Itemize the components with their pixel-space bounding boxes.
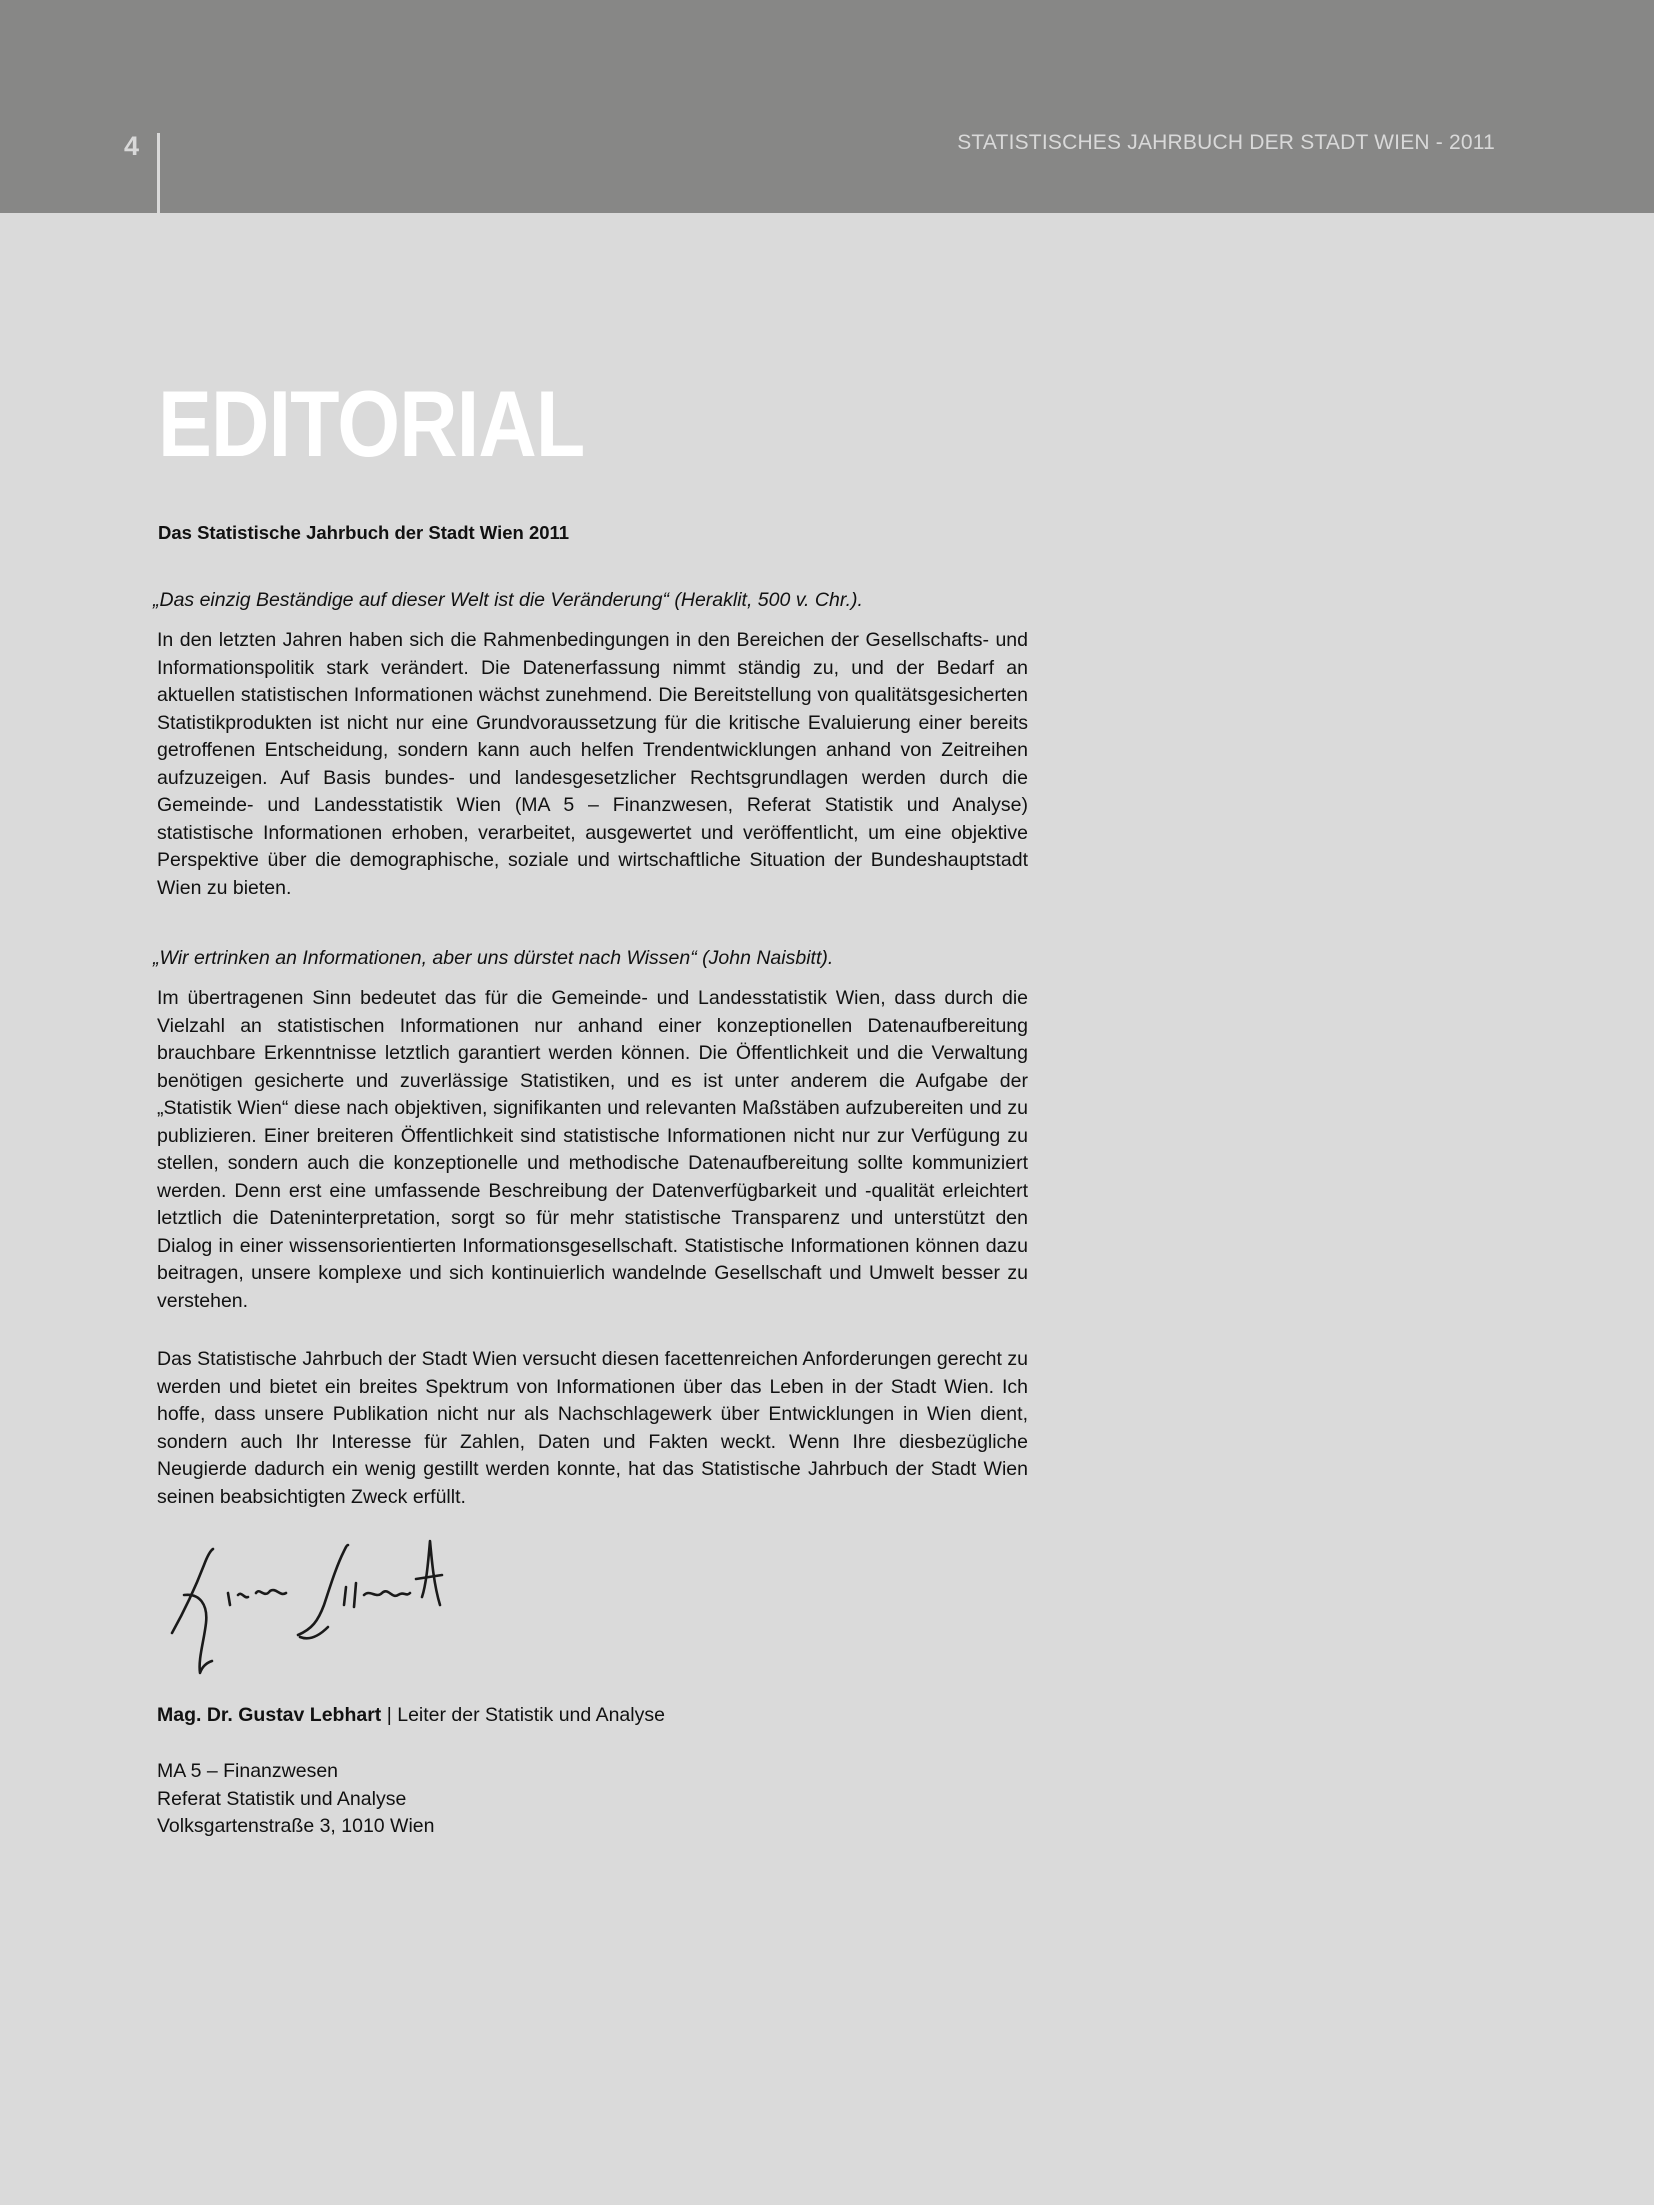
author-separator: | (381, 1704, 398, 1726)
header-band (0, 0, 1654, 213)
quote-naisbitt: „Wir ertrinken an Informationen, aber uns dürstet nach Wissen“ (John Naisbitt). (153, 947, 834, 969)
author-name: Mag. Dr. Gustav Lebhart (157, 1704, 382, 1726)
paragraph-2: Im übertragenen Sinn bedeutet das für die Gemeinde- und Landesstatistik Wien, dass durch die Vielzahl an statistischen Informationen nur anhand einer konzeptionellen Datenaufbereitung brauchbare Erkenntnisse letztlich garantiert werden können. Die Öffentlichkeit und die Verwaltung benötigen gesicherte und zuverlässige Statistiken, und es ist unter anderem die Aufgabe der „Statistik Wien“ diese nach objektiven, signifikanten und relevanten Maßstäben aufzubereiten und zu publizieren. Einer breiteren Öffentlichkeit sind statistische Informationen nicht nur zur Verfügung zu stellen, sondern auch die konzeptionelle und methodische Datenaufbereitung sollte kommuniziert werden. Denn erst eine umfassende Beschreibung der Datenverfügbarkeit und -qualität erleichtert letztlich die Dateninterpretation, sorgt so für mehr statistische Transparenz und unterstützt den Dialog in einer wissensorientierten Informationsgesellschaft. Statistische Informationen können dazu beitragen, unsere komplexe und sich kontinuierlich wandelnde Gesellschaft und Umwelt besser zu verstehen. (157, 987, 1028, 1312)
subtitle: Das Statistische Jahrbuch der Stadt Wien 2011 (158, 522, 570, 543)
address-line-2: Referat Statistik und Analyse (157, 1787, 407, 1810)
address-block (157, 1758, 435, 1841)
page-title: EDITORIAL (158, 371, 585, 476)
running-title: STATISTISCHES JAHRBUCH DER STADT WIEN - 2011 (957, 131, 1495, 154)
author-role: Leiter der Statistik und Analyse (397, 1704, 665, 1726)
quote-heraklit: „Das einzig Beständige auf dieser Welt ist die Veränderung“ (Heraklit, 500 v. Chr.). (153, 589, 863, 611)
address-line-3: Volksgartenstraße 3, 1010 Wien (157, 1815, 435, 1837)
paragraph-3: Das Statistische Jahrbuch der Stadt Wien versucht diesen facettenreichen Anforderungen gerecht zu werden und bietet ein breites Spektrum von Informationen über das Leben in der Stadt Wien. Ich hoffe, dass unsere Publikation nicht nur als Nachschlagewerk über Entwicklungen in Wien dient, sondern auch Ihr Interesse für Zahlen, Daten und Fakten weckt. Wenn Ihre diesbezügliche Neugierde dadurch ein wenig gestillt werden konnte, hat das Statistische Jahrbuch der Stadt Wien seinen beabsichtigten Zweck erfüllt. (157, 1348, 1028, 1508)
paragraph-1: In den letzten Jahren haben sich die Rahmenbedingungen in den Bereichen der Gesellschafts- und Informationspolitik stark verändert. Die Datenerfassung nimmt ständig zu, und der Bedarf an aktuellen statistischen Informationen wächst zunehmend. Die Bereitstellung von qualitätsgesicherten Statistikprodukten ist nicht nur eine Grundvoraussetzung für die kritische Evaluierung einer bereits getroffenen Entscheidung, sondern kann auch helfen Trendentwicklungen anhand von Zeitreihen aufzuzeigen. Auf Basis bundes- und landesgesetzlicher Rechtsgrundlagen werden durch die Gemeinde- und Landesstatistik Wien (MA 5 – Finanzwesen, Referat Statistik und Analyse) statistische Informationen erhoben, verarbeitet, ausgewertet und veröffentlicht, um eine objektive Perspektive über die demographische, soziale und wirtschaftliche Situation der Bundeshauptstadt Wien zu bieten. (157, 629, 1028, 899)
address-line-1: MA 5 – Finanzwesen (157, 1760, 339, 1782)
author-line (157, 1704, 665, 1727)
page-number: 4 (124, 131, 140, 161)
page-divider-rule (157, 133, 160, 213)
signature-icon (160, 1535, 470, 1680)
